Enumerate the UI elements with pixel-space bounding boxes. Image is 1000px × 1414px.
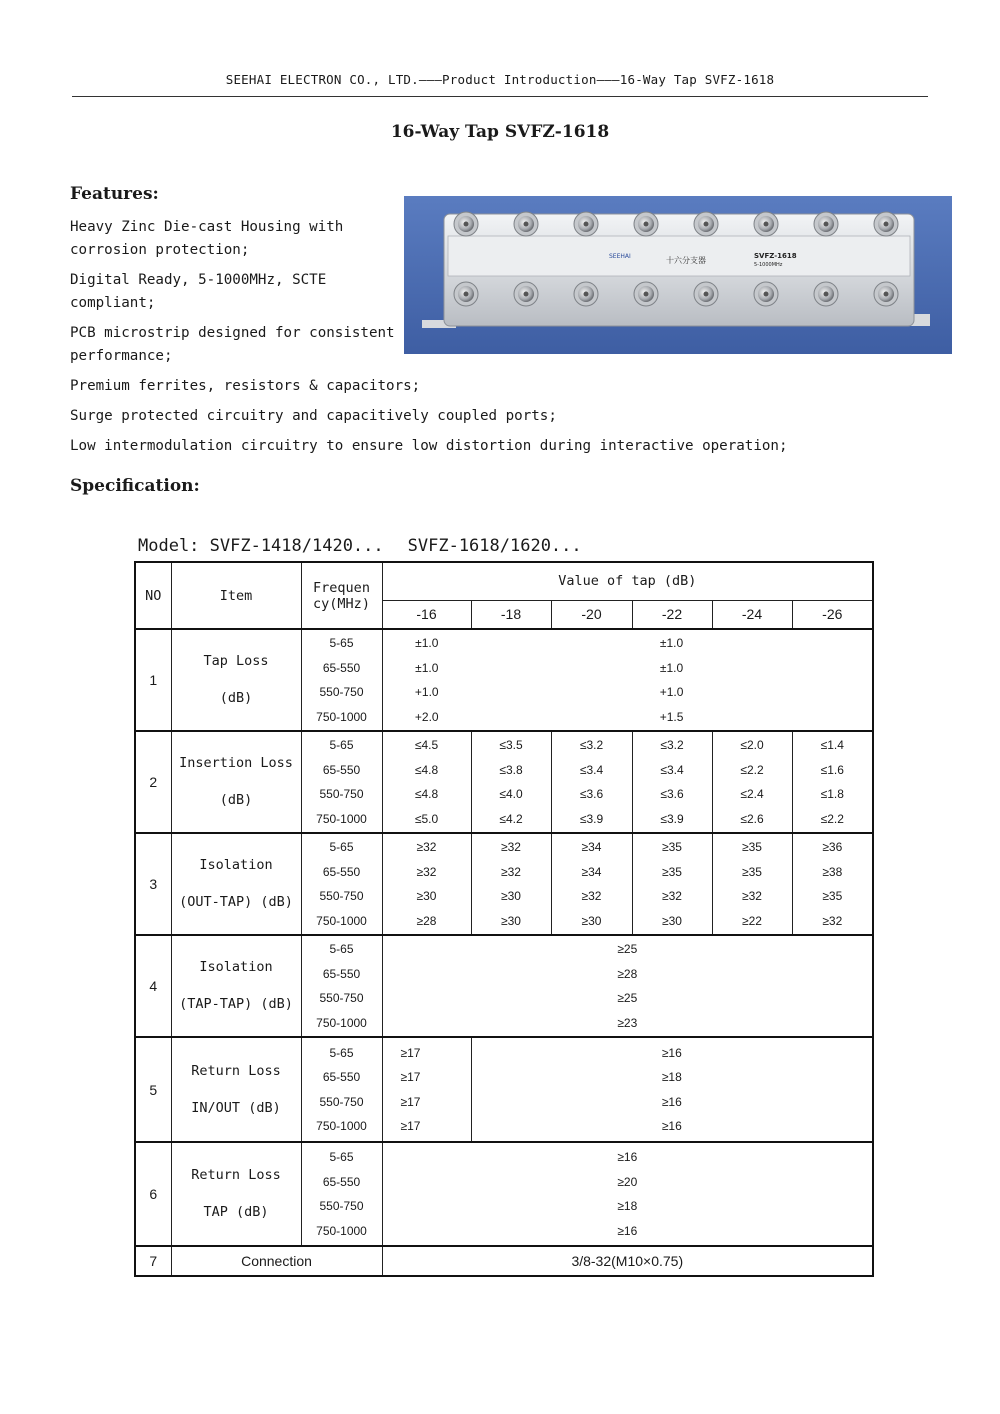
head-tap: -24 [712, 600, 792, 629]
freq-cell [301, 1037, 382, 1142]
freq: 5-65 [329, 636, 354, 650]
value-cell [471, 731, 551, 833]
port-pin [704, 222, 709, 227]
freq: 550-750 [319, 685, 364, 699]
row-no: 1 [135, 629, 171, 731]
port-pin [884, 222, 889, 227]
head-tap: -26 [792, 600, 873, 629]
value: ≥32 [416, 864, 437, 879]
value-cell [382, 935, 873, 1037]
freq: 5-65 [329, 840, 354, 854]
freq: 5-65 [329, 1150, 354, 1164]
value-cell [551, 833, 632, 935]
value-cell [632, 833, 712, 935]
row-item [171, 935, 301, 1037]
value: ≤3.2 [579, 738, 604, 752]
port-pin [464, 222, 469, 227]
item-line1: Tap Loss [203, 653, 269, 669]
specification-heading: Specification: [70, 476, 200, 496]
value: +1.0 [659, 685, 684, 699]
value: ≥28 [416, 913, 437, 928]
value-cell [382, 1142, 873, 1246]
value: ≤4.0 [499, 787, 523, 801]
value: ≤3.4 [660, 762, 684, 777]
value-cell [382, 731, 471, 833]
item-line1: Insertion Loss [179, 755, 293, 771]
port-pin [884, 292, 889, 297]
freq-cell [301, 1142, 382, 1246]
value-cell [712, 833, 792, 935]
value: ≤2.4 [740, 787, 764, 801]
value: ≤4.8 [414, 762, 439, 777]
value: ≥18 [617, 1199, 638, 1213]
value: ≥32 [501, 864, 521, 879]
value: ≥17 [400, 1094, 421, 1109]
row-item [171, 629, 301, 731]
value-cell [551, 731, 632, 833]
value: ≤3.4 [579, 762, 604, 777]
value: ≤2.6 [740, 811, 764, 826]
item-line1: Return Loss [191, 1167, 281, 1183]
value-cell [382, 833, 471, 935]
value: ≥36 [822, 840, 843, 854]
table-row [135, 1246, 873, 1276]
value-cell [712, 731, 792, 833]
freq-cell [301, 731, 382, 833]
header-text: SEEHAI ELECTRON CO., LTD.———Product Introduction———16-Way Tap SVFZ-1618 [225, 72, 775, 87]
port-pin [524, 292, 529, 297]
value: ≥17 [400, 1045, 421, 1060]
value: ≥30 [501, 913, 521, 928]
freq: 550-750 [319, 787, 364, 801]
brand-mark: SEEHAI [609, 253, 631, 260]
freq: 750-1000 [316, 1223, 367, 1238]
item-line2: TAP (dB) [203, 1204, 269, 1220]
value: ≤3.8 [499, 762, 523, 777]
freq-cell [301, 629, 382, 731]
value: ≤4.2 [499, 811, 523, 826]
value: ≥30 [662, 913, 682, 928]
value: ≥17 [400, 1070, 421, 1084]
value: ≤4.5 [414, 738, 439, 752]
value: +2.0 [414, 709, 439, 724]
value: ≥23 [617, 1015, 638, 1030]
freq: 65-550 [322, 864, 361, 879]
value: ≥34 [581, 864, 602, 879]
port-pin [644, 222, 649, 227]
value-cell [792, 833, 873, 935]
value-cell [471, 1037, 873, 1142]
value: ≤1.6 [820, 762, 844, 777]
model-line-b: SVFZ-1618/1620... [407, 536, 582, 556]
table-row [135, 629, 873, 731]
value: ≤1.4 [820, 738, 844, 752]
port-pin [524, 222, 529, 227]
freq: 750-1000 [316, 1015, 367, 1030]
value: ≥25 [617, 942, 638, 956]
freq: 550-750 [319, 1199, 364, 1213]
item-line1: Isolation [199, 857, 273, 873]
port-pin [764, 292, 769, 297]
value: ≤2.2 [820, 811, 844, 826]
freq: 750-1000 [316, 913, 367, 928]
page-header [72, 72, 928, 97]
model-line [138, 536, 582, 556]
port-pin [824, 222, 829, 227]
freq: 550-750 [319, 889, 364, 903]
product-photo [404, 196, 952, 354]
value: ≥18 [661, 1070, 682, 1084]
value: ≥32 [581, 889, 602, 903]
freq: 65-550 [322, 762, 361, 777]
value: ≥30 [581, 913, 602, 928]
item-line1: Isolation [199, 959, 273, 975]
feature-item: Heavy Zinc Die-cast Housing with corrosion protection; [70, 219, 344, 258]
value-cell [471, 833, 551, 935]
value: +1.5 [659, 709, 684, 724]
row-no: 7 [135, 1246, 171, 1276]
value: ≥32 [501, 840, 521, 854]
value: ≥35 [822, 889, 843, 903]
feature-item: Low intermodulation circuitry to ensure low distortion during interactive operation; [70, 438, 788, 454]
value: ≥20 [617, 1174, 638, 1189]
connection-value: 3/8-32(M10×0.75) [382, 1246, 873, 1276]
freq-cell [301, 833, 382, 935]
value: ≥22 [742, 913, 762, 928]
freq: 65-550 [322, 966, 361, 981]
head-freq-line1: Frequen [313, 579, 370, 596]
feature-item: PCB microstrip designed for consistent performance; [70, 325, 395, 364]
head-tap: -16 [382, 600, 471, 629]
port-pin [584, 222, 589, 227]
freq: 750-1000 [316, 1119, 367, 1133]
item-line2: IN/OUT (dB) [191, 1099, 281, 1116]
value: ≥35 [662, 864, 682, 879]
head-tap: -20 [551, 600, 632, 629]
row-item [171, 731, 301, 833]
item-line2: (OUT-TAP) (dB) [179, 894, 293, 910]
row-no: 5 [135, 1037, 171, 1142]
table-row [135, 833, 873, 935]
freq: 750-1000 [316, 811, 367, 826]
value: ≥30 [501, 889, 521, 903]
head-tap: -18 [471, 600, 551, 629]
table-row [135, 935, 873, 1037]
value: ≥16 [661, 1119, 682, 1133]
value: ≥16 [661, 1094, 682, 1109]
value: ≥25 [617, 991, 638, 1005]
value: ≥16 [617, 1150, 638, 1164]
item-line1: Return Loss [191, 1062, 281, 1079]
head-frequency [301, 562, 382, 629]
freq: 65-550 [322, 1174, 361, 1189]
freq: 550-750 [319, 991, 364, 1005]
value: ≤3.6 [579, 787, 604, 801]
value: ≥38 [822, 864, 843, 879]
value: ≤3.9 [579, 811, 604, 826]
feature-item: Surge protected circuitry and capacitively coupled ports; [70, 408, 557, 424]
value: ≥35 [742, 840, 762, 854]
value: ≥30 [416, 889, 437, 903]
value: ≥34 [581, 840, 602, 854]
row-item [171, 1142, 301, 1246]
spec-table [134, 561, 874, 1277]
row-item: Connection [171, 1246, 382, 1276]
value: ≤5.0 [414, 811, 439, 826]
value: ±1.0 [415, 636, 439, 650]
value: ≤2.0 [740, 738, 764, 752]
value: ±1.0 [659, 636, 684, 650]
band-label: 5-1000MHz [754, 262, 783, 268]
row-no: 3 [135, 833, 171, 935]
features-heading: Features: [70, 184, 159, 204]
freq: 5-65 [329, 738, 354, 752]
value-cell [382, 629, 471, 731]
value: ±1.0 [415, 660, 439, 675]
item-line2: (dB) [219, 792, 253, 808]
port-pin [464, 292, 469, 297]
value: +1.0 [414, 685, 439, 699]
port-pin [704, 292, 709, 297]
table-row [135, 731, 873, 833]
value: ≥32 [416, 840, 437, 854]
value: ≥28 [617, 966, 638, 981]
chinese-label: 十六分支器 [666, 256, 706, 265]
table-row [135, 1142, 873, 1246]
value: ≥35 [662, 840, 682, 854]
port-pin [824, 292, 829, 297]
value: ≥16 [617, 1223, 638, 1238]
value: ±1.0 [659, 660, 684, 675]
value-cell [382, 1037, 471, 1142]
value: ≥17 [400, 1119, 421, 1133]
value: ≥32 [822, 913, 843, 928]
head-value: Value of tap (dB) [382, 562, 873, 600]
row-item [171, 1037, 301, 1142]
port-pin [764, 222, 769, 227]
value: ≤3.9 [660, 811, 684, 826]
feature-item: Premium ferrites, resistors & capacitors; [70, 378, 421, 394]
row-no: 4 [135, 935, 171, 1037]
row-no: 6 [135, 1142, 171, 1246]
value: ≤3.5 [499, 738, 523, 752]
value: ≥32 [742, 889, 762, 903]
head-no: NO [135, 562, 171, 629]
head-item: Item [171, 562, 301, 629]
value: ≤3.6 [660, 787, 684, 801]
tap-device-illustration [404, 196, 952, 354]
item-line2: (dB) [219, 690, 253, 706]
freq: 65-550 [322, 1070, 361, 1084]
item-line2: (TAP-TAP) (dB) [179, 996, 293, 1012]
row-item [171, 833, 301, 935]
value: ≤2.2 [740, 762, 764, 777]
value: ≥16 [661, 1045, 682, 1060]
freq: 5-65 [329, 1045, 354, 1060]
row-no: 2 [135, 731, 171, 833]
model-label: SVFZ-1618 [754, 252, 797, 260]
value: ≤3.2 [660, 738, 684, 752]
model-line-a: Model: SVFZ-1418/1420... [138, 536, 384, 556]
value: ≤1.8 [820, 787, 844, 801]
freq: 5-65 [329, 942, 354, 956]
port-pin [584, 292, 589, 297]
head-freq-line2: cy(MHz) [313, 595, 370, 612]
value-cell [792, 731, 873, 833]
value: ≤4.8 [414, 787, 439, 801]
value: ≥35 [742, 864, 762, 879]
head-tap: -22 [632, 600, 712, 629]
value-cell [632, 731, 712, 833]
value: ≥32 [662, 889, 682, 903]
feature-item: Digital Ready, 5-1000MHz, SCTE compliant; [70, 272, 327, 311]
freq: 65-550 [322, 660, 361, 675]
value-cell [471, 629, 873, 731]
freq: 750-1000 [316, 709, 367, 724]
table-row [135, 1037, 873, 1142]
freq-cell [301, 935, 382, 1037]
port-pin [644, 292, 649, 297]
document-title: 16-Way Tap SVFZ-1618 [390, 122, 610, 142]
freq: 550-750 [319, 1094, 364, 1109]
